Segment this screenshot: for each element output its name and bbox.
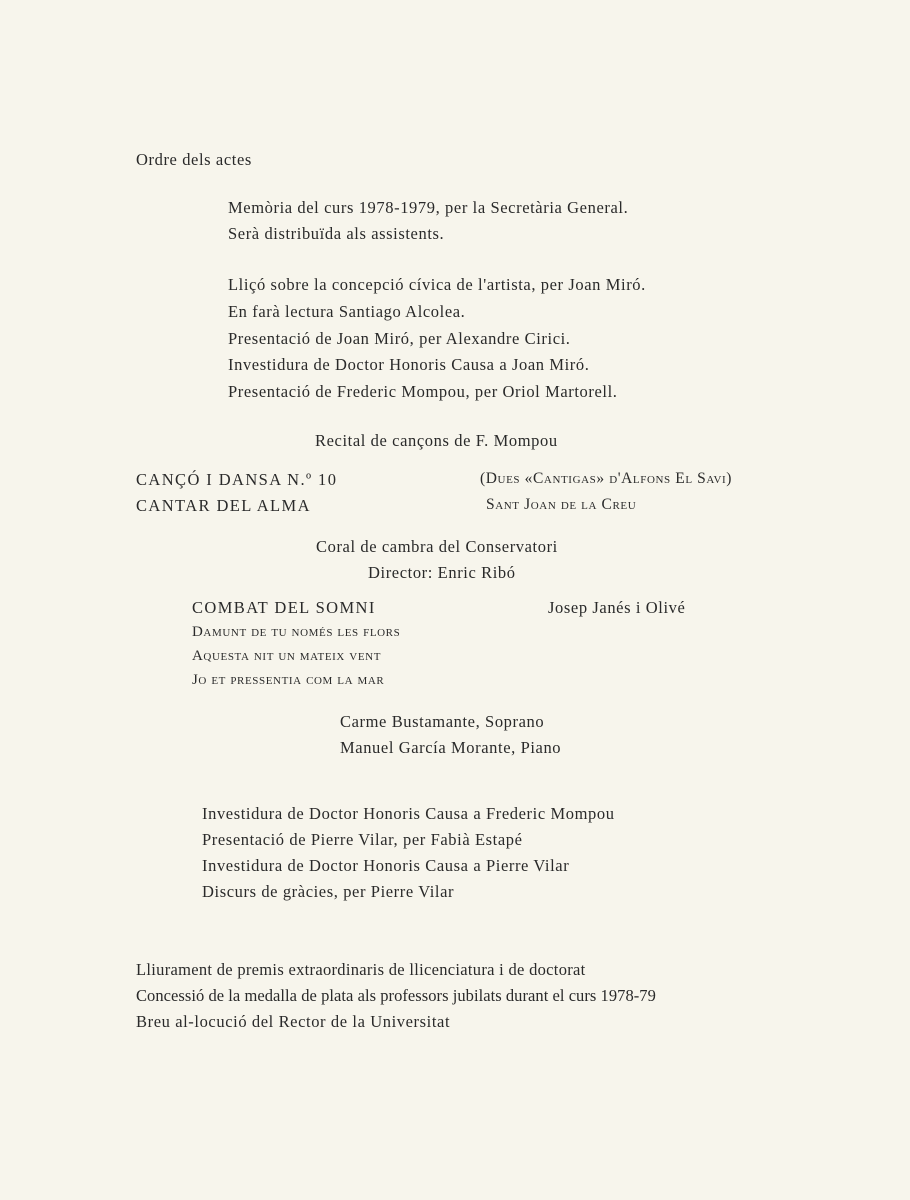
combat-part: Jo et pressentia com la mar [192, 672, 385, 688]
investiture-item: Investidura de Doctor Honoris Causa a Frederic Mompou [202, 804, 615, 823]
choir-name: Coral de cambra del Conservatori [316, 537, 558, 556]
song-note: Sant Joan de la Creu [486, 496, 637, 513]
song-note: (Dues «Cantigas» d'Alfons El Savi) [480, 470, 733, 487]
act-item: Lliçó sobre la concepció cívica de l'artista, per Joan Miró. [228, 275, 646, 294]
page-heading: Ordre dels actes [136, 150, 252, 169]
performer: Manuel García Morante, Piano [340, 738, 562, 757]
choir-director: Director: Enric Ribó [368, 563, 516, 582]
investiture-item: Presentació de Pierre Vilar, per Fabià Estapé [202, 830, 523, 849]
act-item: Presentació de Frederic Mompou, per Oriol Martorell. [228, 382, 618, 401]
combat-poet: Josep Janés i Olivé [548, 598, 686, 617]
investiture-item: Investidura de Doctor Honoris Causa a Pierre Vilar [202, 856, 570, 875]
combat-title: COMBAT DEL SOMNI [192, 598, 376, 617]
song-title: CANÇÓ I DANSA N.º 10 [136, 470, 338, 489]
combat-part: Damunt de tu només les flors [192, 624, 401, 640]
memoria-note: Serà distribuïda als assistents. [228, 224, 445, 243]
performer: Carme Bustamante, Soprano [340, 712, 545, 731]
act-item: En farà lectura Santiago Alcolea. [228, 302, 466, 321]
recital-title: Recital de cançons de F. Mompou [315, 431, 558, 450]
act-item: Investidura de Doctor Honoris Causa a Joan Miró. [228, 355, 590, 374]
song-title: CANTAR DEL ALMA [136, 496, 311, 515]
memoria-line: Memòria del curs 1978-1979, per la Secretària General. [228, 198, 629, 217]
closing-item: Concessió de la medalla de plata als professors jubilats durant el curs 1978-79 [136, 986, 656, 1005]
investiture-item: Discurs de gràcies, per Pierre Vilar [202, 882, 455, 901]
closing-item: Breu al-locució del Rector de la Universitat [136, 1012, 451, 1031]
closing-item: Lliurament de premis extraordinaris de llicenciatura i de doctorat [136, 960, 586, 979]
combat-part: Aquesta nit un mateix vent [192, 648, 382, 664]
act-item: Presentació de Joan Miró, per Alexandre Cirici. [228, 329, 571, 348]
